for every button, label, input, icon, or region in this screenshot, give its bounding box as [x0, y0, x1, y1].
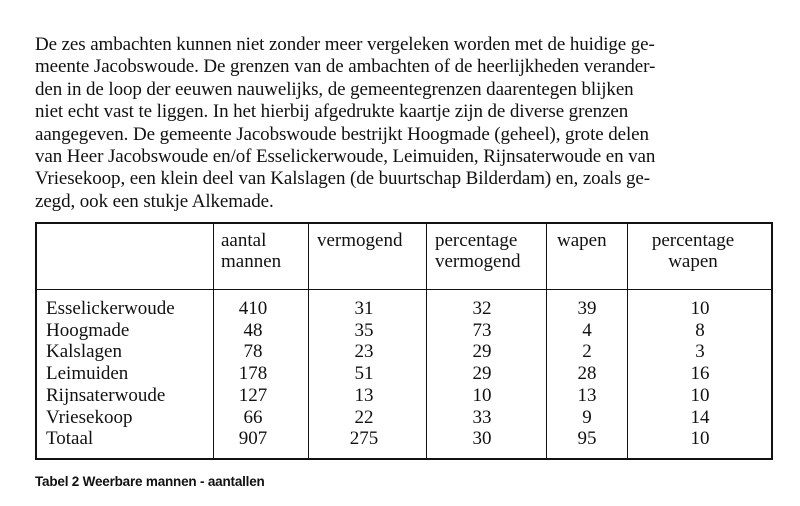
cell-vermogend: 51 — [354, 363, 374, 385]
column-divider — [627, 224, 628, 458]
column-divider — [426, 224, 427, 458]
cell-percentage-vermogend: 29 — [472, 341, 492, 363]
cell-aantal: 410 — [238, 298, 268, 319]
paragraph-line: meente Jacobswoude. De grenzen van de ambachten of de heerlijkheden verander- — [35, 56, 656, 78]
header-line: vermogend — [435, 251, 521, 272]
data-table — [35, 222, 773, 460]
header-percentage-wapen — [643, 230, 743, 272]
row-name: Totaal — [46, 428, 94, 450]
paragraph-line: van Heer Jacobswoude en/of Esselickerwoude, Leimuiden, Rijnsaterwoude en van — [35, 146, 656, 168]
cell-aantal: 907 — [238, 428, 268, 450]
header-wapen — [557, 230, 607, 251]
paragraph-line: den in de loop der eeuwen nauwelijks, de gemeentegrenzen daarentegen blijken — [35, 78, 634, 100]
cell-percentage-wapen: 10 — [690, 428, 710, 450]
paragraph-line: aangegeven. De gemeente Jacobswoude bestrijkt Hoogmade (geheel), grote delen — [35, 123, 649, 145]
cell-wapen: 39 — [577, 298, 597, 319]
cell-aantal: 48 — [243, 319, 263, 341]
cell-percentage-vermogend: 73 — [472, 319, 492, 341]
header-line: percentage — [651, 230, 735, 251]
cell-percentage-vermogend: 30 — [472, 428, 492, 450]
cell-percentage-wapen: 16 — [690, 363, 710, 385]
paragraph-line: zegd, ook een stukje Alkemade. — [35, 190, 274, 212]
cell-percentage-vermogend: 33 — [472, 406, 492, 428]
cell-percentage-wapen: 14 — [690, 406, 710, 428]
table-caption: Tabel 2 Weerbare mannen - aantallen — [35, 474, 265, 489]
header-divider — [37, 289, 771, 290]
cell-vermogend: 22 — [354, 406, 374, 428]
header-line: vermogend — [317, 230, 403, 251]
header-line: mannen — [221, 251, 282, 272]
cell-aantal: 127 — [238, 384, 268, 406]
cell-wapen: 13 — [577, 384, 597, 406]
header-line: wapen — [668, 251, 718, 272]
cell-wapen: 28 — [577, 363, 597, 385]
cell-wapen: 9 — [582, 406, 592, 428]
header-vermogend — [317, 230, 402, 251]
column-percentage-vermogend — [452, 298, 512, 450]
cell-percentage-vermogend: 29 — [472, 363, 492, 385]
column-aantal — [223, 298, 283, 450]
cell-percentage-vermogend: 32 — [472, 298, 492, 319]
row-name: Vriesekoop — [46, 406, 133, 428]
column-vermogend — [334, 298, 394, 450]
cell-vermogend: 31 — [354, 298, 374, 319]
header-percentage-vermogend — [435, 230, 520, 272]
column-divider — [546, 224, 547, 458]
paragraph-line: Vriesekoop, een klein deel van Kalslagen (de buurtschap Bilderdam) en, zoals ge- — [35, 168, 650, 190]
paragraph-line: De zes ambachten kunnen niet zonder meer vergeleken worden met de huidige ge- — [35, 34, 655, 55]
cell-wapen: 2 — [582, 341, 592, 363]
cell-percentage-vermogend: 10 — [472, 384, 492, 406]
header-line: wapen — [557, 230, 607, 251]
header-line: aantal — [221, 230, 267, 251]
cell-aantal: 66 — [243, 406, 263, 428]
column-percentage-wapen — [670, 298, 730, 450]
column-wapen — [557, 298, 617, 450]
column-names — [46, 298, 175, 450]
cell-vermogend: 13 — [354, 384, 374, 406]
cell-wapen: 4 — [582, 319, 592, 341]
row-name: Hoogmade — [46, 319, 130, 341]
cell-percentage-wapen: 3 — [695, 341, 705, 363]
row-name: Kalslagen — [46, 341, 122, 363]
cell-aantal: 178 — [238, 363, 268, 385]
cell-vermogend: 35 — [354, 319, 374, 341]
row-name: Rijnsaterwoude — [46, 384, 166, 406]
row-name: Leimuiden — [46, 363, 129, 385]
cell-aantal: 78 — [243, 341, 263, 363]
header-line: percentage — [435, 230, 518, 251]
cell-percentage-wapen: 8 — [695, 319, 705, 341]
cell-vermogend: 275 — [349, 428, 379, 450]
cell-percentage-wapen: 10 — [690, 384, 710, 406]
cell-wapen: 95 — [577, 428, 597, 450]
row-name: Esselickerwoude — [46, 298, 175, 319]
paragraph-line: niet echt vast te liggen. In het hierbij afgedrukte kaartje zijn de diverse grenzen — [35, 101, 629, 123]
body-paragraph — [35, 34, 773, 213]
cell-percentage-wapen: 10 — [690, 298, 710, 319]
column-divider — [308, 224, 309, 458]
header-aantal-mannen — [221, 230, 281, 272]
cell-vermogend: 23 — [354, 341, 374, 363]
column-divider — [213, 224, 214, 458]
